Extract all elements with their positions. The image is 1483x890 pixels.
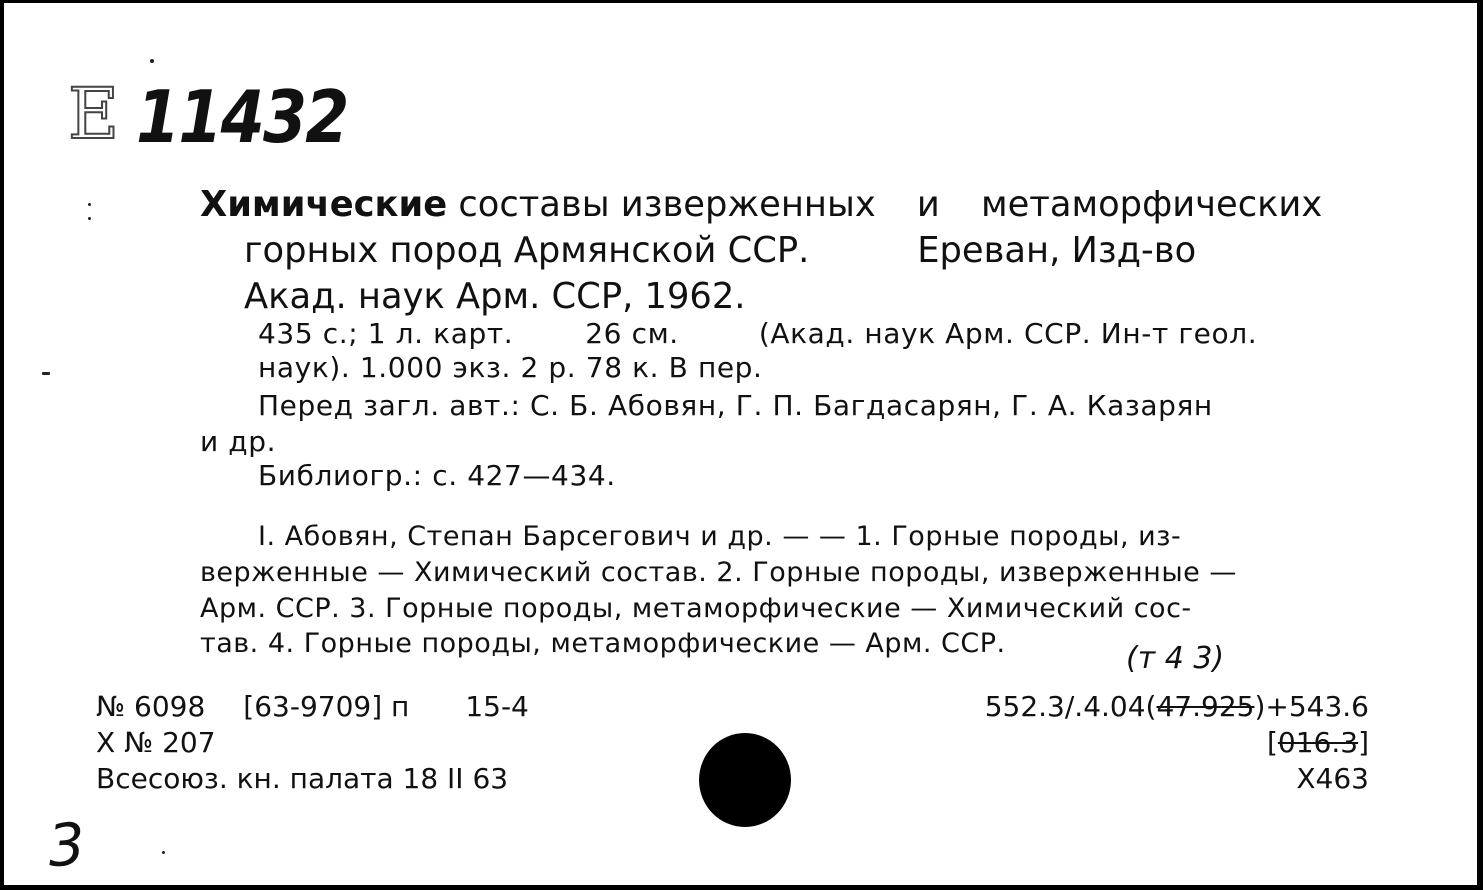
- title-line-2-a: горных пород Армянской ССР.: [244, 230, 810, 271]
- title-heading-word: Химические: [200, 184, 448, 225]
- punch-hole: [699, 733, 791, 827]
- collation-line: [258, 315, 1257, 352]
- bracket-close: ]: [1358, 726, 1369, 759]
- title-continuation: составы изверженных: [458, 184, 876, 225]
- bibliography-note: Библиогр.: с. 427—434.: [258, 459, 616, 492]
- class-prefix: 552.3/.4.04(: [984, 690, 1157, 723]
- tracing-line-4: тав. 4. Горные породы, метаморфические — Арм. ССР.: [200, 628, 1006, 659]
- title-line-2: [244, 227, 1196, 275]
- classification-number: [985, 689, 1369, 725]
- class-struck: 47.925: [1156, 690, 1255, 723]
- dust-speck: [88, 203, 91, 206]
- order-number: № 6098: [96, 690, 206, 723]
- x-number: Х № 207: [96, 726, 216, 759]
- imprint-line: Акад. наук Арм. ССР, 1962.: [244, 276, 746, 317]
- collation-size: 26 см.: [585, 317, 679, 350]
- tracing-line-1: I. Абовян, Степан Барсегович и др. — — 1. Горные породы, из-: [258, 521, 1182, 552]
- pencil-annotation: (т 4 3): [1126, 641, 1225, 676]
- authors-note-cont: и др.: [200, 425, 277, 458]
- handwritten-call-number: 11432: [136, 75, 348, 159]
- title-end: метаморфических: [980, 184, 1323, 225]
- tracing-line-2: верженные — Химический состав. 2. Горные породы, изверженные —: [200, 557, 1237, 588]
- shelf-mark: Х463: [1296, 762, 1369, 795]
- dust-speck: [88, 217, 91, 220]
- authors-note: Перед загл. авт.: С. Б. Абовян, Г. П. Багдасарян, Г. А. Казарян: [258, 389, 1213, 422]
- title-line-1: [200, 181, 1322, 229]
- collation-line-2: наук). 1.000 экз. 2 р. 78 к. В пер.: [258, 351, 763, 384]
- order-line: [96, 689, 529, 725]
- struck-bracket-code: [1267, 725, 1369, 761]
- tracing-line-3: Арм. ССР. 3. Горные породы, метаморфические — Химический сос-: [200, 593, 1192, 624]
- dust-speck: [42, 372, 50, 375]
- library-stamp-letter: E: [68, 73, 120, 155]
- bracket-struck: 016.3: [1277, 726, 1359, 759]
- order-count: 15-4: [465, 690, 529, 723]
- imprint-place: Ереван, Изд-во: [917, 230, 1197, 271]
- series-note: (Акад. наук Арм. ССР. Ин-т геол.: [758, 317, 1258, 350]
- class-suffix: )+543.6: [1254, 690, 1369, 723]
- bracket-open: [: [1266, 726, 1278, 759]
- title-conjunction: и: [916, 184, 940, 225]
- dust-speck: [150, 59, 154, 63]
- dust-speck: [162, 851, 165, 854]
- book-chamber-line: Всесоюз. кн. палата 18 II 63: [96, 762, 509, 795]
- handwritten-corner-digit: 3: [45, 809, 88, 881]
- order-code: [63-9709] п: [243, 690, 410, 723]
- collation-pages: 435 с.; 1 л. карт.: [258, 317, 514, 350]
